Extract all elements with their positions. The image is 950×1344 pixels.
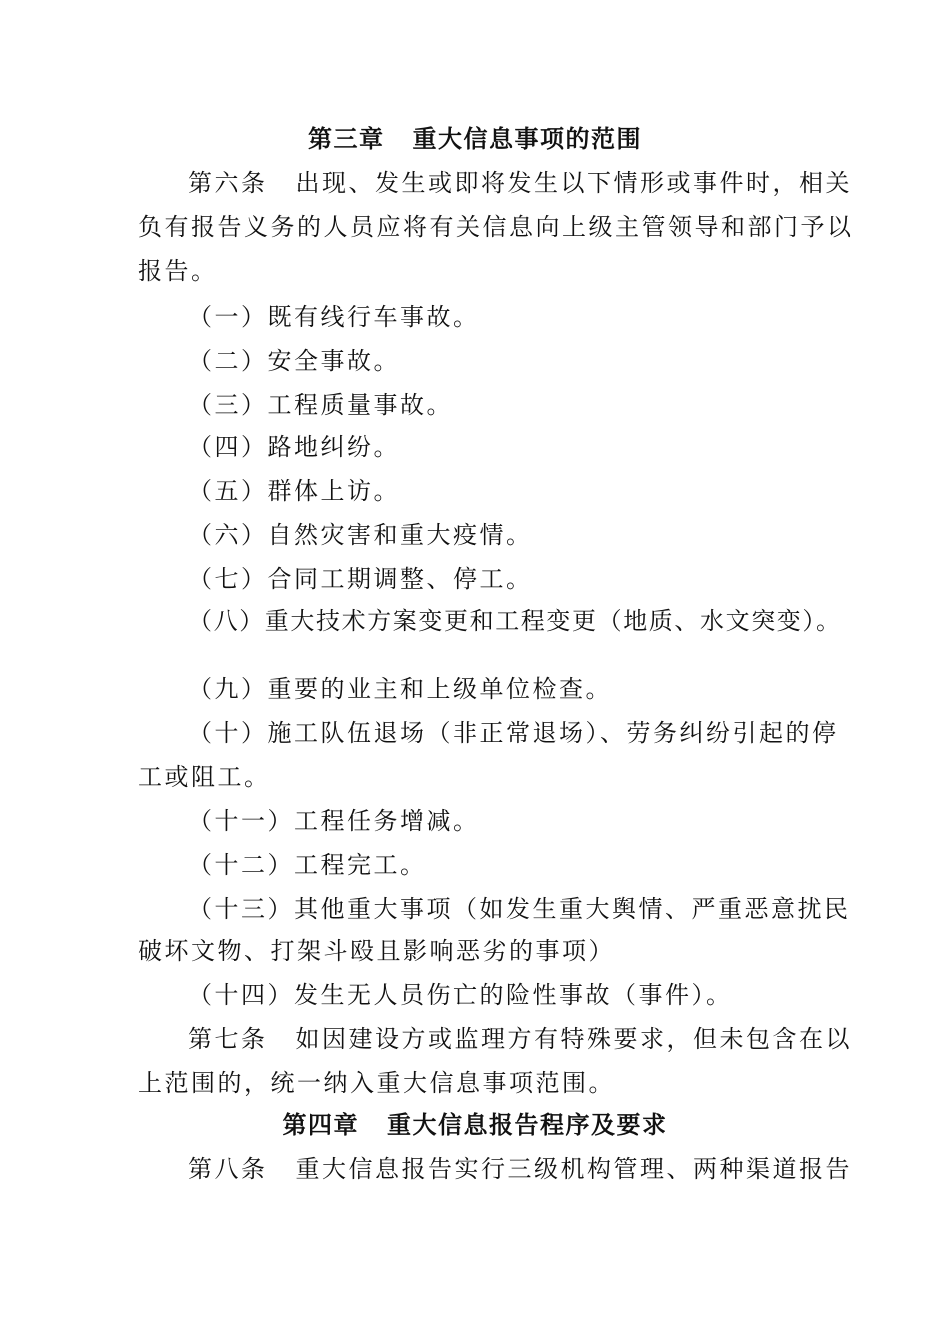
- list-item-3: （三）工程质量事故。: [188, 391, 453, 419]
- article-7-line-2: 上范围的，统一纳入重大信息事项范围。: [138, 1069, 615, 1097]
- list-item-8: （八）重大技术方案变更和工程变更（地质、水文突变）。: [188, 607, 842, 635]
- chapter-4-title: 重大信息报告程序及要求: [387, 1110, 668, 1139]
- list-item-10: （十）施工队伍退场（非正常退场）、劳务纠纷引起的停: [188, 719, 839, 747]
- article-6-label: 第六条: [188, 169, 268, 197]
- list-item-13: （十三）其他重大事项（如发生重大舆情、严重恶意扰民: [188, 895, 851, 923]
- article-8-line-1: 第八条 重大信息报告实行三级机构管理、两种渠道报告: [188, 1155, 852, 1183]
- article-6-line-3: 报告。: [138, 257, 218, 285]
- article-6-line-2: 负有报告义务的人员应将有关信息向上级主管领导和部门予以: [138, 213, 854, 241]
- list-item-5: （五）群体上访。: [188, 477, 400, 505]
- article-8-label: 第八条: [188, 1155, 268, 1183]
- chapter-3-number: 第三章: [308, 124, 385, 153]
- list-item-12: （十二）工程完工。: [188, 851, 427, 879]
- list-item-10-continuation: 工或阻工。: [138, 763, 271, 791]
- chapter-4-heading: [0, 1110, 950, 1140]
- list-item-11: （十一）工程任务增减。: [188, 807, 480, 835]
- chapter-3-heading: [0, 124, 950, 154]
- chapter-3-title: 重大信息事项的范围: [412, 124, 642, 153]
- list-item-7: （七）合同工期调整、停工。: [188, 565, 533, 593]
- list-item-2: （二）安全事故。: [188, 347, 400, 375]
- article-6-line-1: 第六条 出现、发生或即将发生以下情形或事件时，相关: [188, 169, 852, 197]
- list-item-14: （十四）发生无人员伤亡的险性事故（事件）。: [188, 981, 733, 1009]
- list-item-4: （四）路地纠纷。: [188, 433, 400, 461]
- list-item-9: （九）重要的业主和上级单位检查。: [188, 675, 612, 703]
- article-7-line-1: 第七条 如因建设方或监理方有特殊要求，但未包含在以: [188, 1025, 852, 1053]
- list-item-6: （六）自然灾害和重大疫情。: [188, 521, 533, 549]
- list-item-1: （一）既有线行车事故。: [188, 303, 480, 331]
- list-item-13-continuation: 破坏文物、打架斗殴且影响恶劣的事项）: [138, 937, 615, 965]
- article-7-label: 第七条: [188, 1025, 268, 1053]
- chapter-4-number: 第四章: [282, 1110, 359, 1139]
